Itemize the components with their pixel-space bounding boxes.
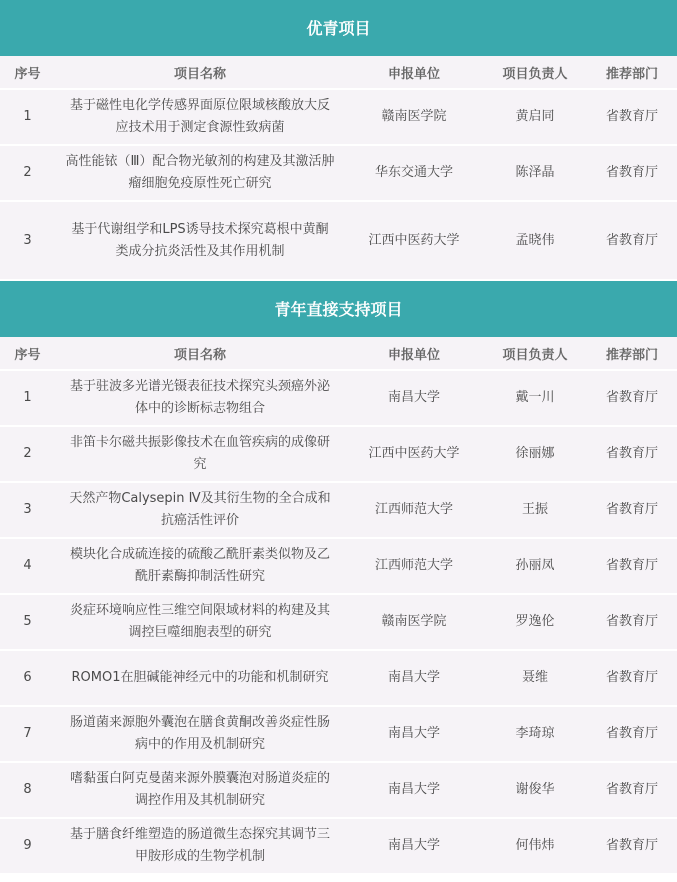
cell-leader: 聂维 [483,650,587,706]
cell-dept: 省教育厅 [587,482,677,538]
cell-project-name: 模块化合成硫连接的硫酸乙酰肝素类似物及乙酰肝素酶抑制活性研究 [55,538,345,594]
cell-leader: 孟晓伟 [483,201,587,280]
cell-unit: 江西师范大学 [345,538,483,594]
cell-project-name: 高性能铱（Ⅲ）配合物光敏剂的构建及其激活肿瘤细胞免疫原性死亡研究 [55,145,345,201]
cell-project-name: 基于驻波多光谱光镊表征技术探究头颈癌外泌体中的诊断标志物组合 [55,370,345,426]
cell-project-name: 基于代谢组学和LPS诱导技术探究葛根中黄酮类成分抗炎活性及其作用机制 [55,201,345,280]
cell-leader: 王振 [483,482,587,538]
cell-no: 3 [0,482,55,538]
cell-unit: 江西师范大学 [345,482,483,538]
column-header-unit: 申报单位 [345,56,483,89]
table-row [0,201,677,280]
cell-leader: 谢俊华 [483,762,587,818]
cell-unit: 南昌大学 [345,650,483,706]
cell-unit: 赣南医学院 [345,89,483,145]
section-title-youth-direct-support: 青年直接支持项目 [0,281,677,337]
cell-dept: 省教育厅 [587,538,677,594]
table-row [0,650,677,706]
table-row [0,89,677,145]
cell-dept: 省教育厅 [587,145,677,201]
cell-dept: 省教育厅 [587,818,677,874]
cell-project-name: 嗜黏蛋白阿克曼菌来源外膜囊泡对肠道炎症的调控作用及其机制研究 [55,762,345,818]
table-row [0,762,677,818]
cell-unit: 赣南医学院 [345,594,483,650]
cell-project-name: ROMO1在胆碱能神经元中的功能和机制研究 [55,650,345,706]
table-row [0,706,677,762]
cell-no: 3 [0,201,55,280]
cell-leader: 孙丽凤 [483,538,587,594]
column-header-leader: 项目负责人 [483,337,587,370]
column-header-no: 序号 [0,337,55,370]
cell-no: 2 [0,426,55,482]
cell-leader: 戴一川 [483,370,587,426]
column-header-dept: 推荐部门 [587,337,677,370]
table-row [0,538,677,594]
cell-dept: 省教育厅 [587,201,677,280]
column-header-dept: 推荐部门 [587,56,677,89]
cell-dept: 省教育厅 [587,426,677,482]
cell-leader: 李琦琼 [483,706,587,762]
table-row [0,818,677,874]
table-row [0,145,677,201]
table-header-row [0,56,677,89]
table-row [0,370,677,426]
column-header-name: 项目名称 [55,56,345,89]
cell-leader: 何伟炜 [483,818,587,874]
cell-unit: 江西中医药大学 [345,426,483,482]
cell-no: 1 [0,370,55,426]
youth-direct-support-table [0,337,677,875]
cell-project-name: 炎症环境响应性三维空间限域材料的构建及其调控巨噬细胞表型的研究 [55,594,345,650]
section-title-excellent-youth: 优青项目 [0,0,677,56]
table-row [0,426,677,482]
column-header-no: 序号 [0,56,55,89]
table-row [0,594,677,650]
cell-no: 6 [0,650,55,706]
cell-unit: 江西中医药大学 [345,201,483,280]
cell-no: 1 [0,89,55,145]
cell-dept: 省教育厅 [587,762,677,818]
column-header-leader: 项目负责人 [483,56,587,89]
cell-no: 8 [0,762,55,818]
cell-unit: 华东交通大学 [345,145,483,201]
cell-unit: 南昌大学 [345,818,483,874]
cell-unit: 南昌大学 [345,706,483,762]
cell-unit: 南昌大学 [345,370,483,426]
excellent-youth-table [0,56,677,281]
cell-no: 9 [0,818,55,874]
cell-no: 7 [0,706,55,762]
cell-unit: 南昌大学 [345,762,483,818]
cell-leader: 徐丽娜 [483,426,587,482]
cell-dept: 省教育厅 [587,370,677,426]
column-header-name: 项目名称 [55,337,345,370]
cell-no: 5 [0,594,55,650]
table-row [0,482,677,538]
cell-project-name: 基于膳食纤维塑造的肠道微生态探究其调节三甲胺形成的生物学机制 [55,818,345,874]
cell-no: 2 [0,145,55,201]
cell-leader: 黄启同 [483,89,587,145]
cell-dept: 省教育厅 [587,89,677,145]
cell-dept: 省教育厅 [587,650,677,706]
column-header-unit: 申报单位 [345,337,483,370]
cell-leader: 罗逸伦 [483,594,587,650]
cell-leader: 陈泽晶 [483,145,587,201]
cell-dept: 省教育厅 [587,706,677,762]
table-header-row [0,337,677,370]
cell-project-name: 非笛卡尔磁共振影像技术在血管疾病的成像研究 [55,426,345,482]
cell-no: 4 [0,538,55,594]
cell-dept: 省教育厅 [587,594,677,650]
cell-project-name: 天然产物Calysepin Ⅳ及其衍生物的全合成和抗癌活性评价 [55,482,345,538]
cell-project-name: 基于磁性电化学传感界面原位限域核酸放大反应技术用于测定食源性致病菌 [55,89,345,145]
cell-project-name: 肠道菌来源胞外囊泡在膳食黄酮改善炎症性肠病中的作用及机制研究 [55,706,345,762]
